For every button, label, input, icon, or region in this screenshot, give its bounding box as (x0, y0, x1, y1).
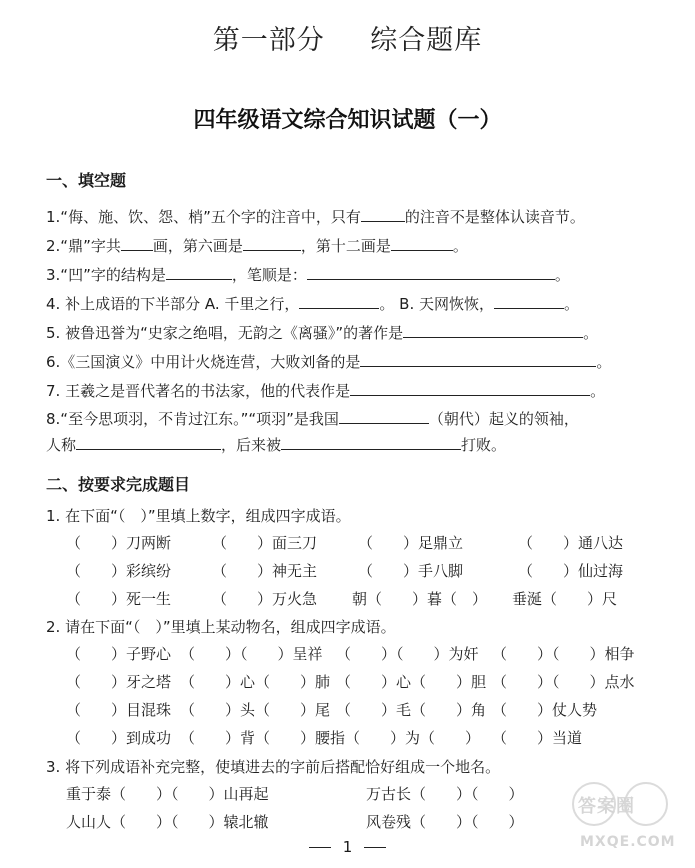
idiom-cell[interactable]: （ ）（ ）呈祥 (180, 645, 323, 663)
idiom-cell[interactable]: （ ）毛（ ）角 (336, 701, 487, 719)
idiom-cell[interactable]: （ ）当道 (492, 729, 583, 747)
question-1-6: 6.《三国演义》中用计火烧连营，大败刘备的是 。 (46, 353, 612, 371)
idiom-cell[interactable]: （ ）（ ）为奸 (336, 645, 479, 663)
idiom-cell[interactable]: （ ）心（ ）肺 (180, 673, 331, 691)
blank[interactable] (350, 380, 590, 396)
idiom-cell[interactable]: （ ）（ ）相争 (492, 645, 635, 663)
question-2-2: 2. 请在下面“（ ）”里填上某动物名，组成四字成语。 (46, 618, 396, 636)
question-1-8: 8.“至今思项羽，不肯过江东。”“项羽”是我国 （朝代）起义的领袖， (46, 410, 579, 428)
idiom-cell[interactable]: （ ）足鼎立 (358, 534, 464, 552)
idiom-cell[interactable]: 垂涎（ ）尺 (512, 590, 618, 608)
idiom-cell[interactable]: （ ）子野心 (66, 645, 172, 663)
page-number: 1 (0, 838, 695, 856)
idiom-cell[interactable]: （ ）万火急 (212, 590, 318, 608)
idiom-cell[interactable]: （ ）面三刀 (212, 534, 318, 552)
section-1-heading: 一、填空题 (46, 171, 127, 190)
footer-dash-right (364, 847, 386, 848)
question-2-1: 1. 在下面“（ ）”里填上数字，组成四字成语。 (46, 507, 351, 525)
idiom-cell[interactable]: （ ）手八脚 (358, 562, 464, 580)
idiom-cell[interactable]: （ ）彩缤纷 (66, 562, 172, 580)
idiom-cell[interactable]: （ ）心（ ）胆 (336, 673, 487, 691)
idiom-cell[interactable]: （ ）通八达 (518, 534, 624, 552)
question-1-5: 5. 被鲁迅誉为“史家之绝唱，无韵之《离骚》”的著作是 。 (46, 324, 599, 342)
bank-label: 综合题库 (370, 25, 483, 56)
document-title: 四年级语文综合知识试题（一） (193, 107, 502, 133)
blank[interactable] (121, 235, 153, 251)
part-header (0, 18, 695, 57)
idiom-cell[interactable]: （ ）牙之塔 (66, 673, 172, 691)
idiom-cell[interactable]: 万古长（ ）（ ） (366, 785, 524, 803)
idiom-cell[interactable]: （ ）背（ ）腰 (180, 729, 331, 747)
idiom-cell[interactable]: （ ）到成功 (66, 729, 172, 747)
blank[interactable] (281, 434, 461, 450)
blank[interactable] (391, 235, 453, 251)
blank[interactable] (361, 206, 405, 222)
question-1-3: 3.“凹”字的结构是 ，笔顺是： 。 (46, 266, 570, 284)
idiom-cell[interactable]: （ ）死一生 (66, 590, 172, 608)
idiom-cell[interactable]: （ ）目混珠 (66, 701, 172, 719)
question-1-2: 2.“鼎”字共 画，第六画是 ，第十二画是 。 (46, 237, 468, 255)
idiom-cell[interactable]: （ ）头（ ）尾 (180, 701, 331, 719)
section-2-heading: 二、按要求完成题目 (46, 475, 191, 494)
idiom-cell[interactable]: 重于泰（ ）（ ）山再起 (66, 785, 269, 803)
blank[interactable] (166, 264, 232, 280)
blank[interactable] (339, 408, 429, 424)
idiom-cell[interactable]: （ ）仙过海 (518, 562, 624, 580)
question-2-3: 3. 将下列成语补充完整，使填进去的字前后搭配恰好组成一个地名。 (46, 758, 501, 776)
idiom-cell[interactable]: 朝（ ）暮（ ） (352, 590, 488, 608)
watermark-text: 答案圈 (578, 796, 635, 817)
blank[interactable] (243, 235, 301, 251)
question-1-8-cont: 人称 ，后来被 打败。 (46, 436, 507, 454)
blank[interactable] (360, 351, 596, 367)
watermark-logo (566, 778, 676, 858)
blank[interactable] (76, 434, 221, 450)
watermark-url: MXQE.COM (580, 834, 676, 850)
question-1-1: 1.“侮、施、饮、怨、梢”五个字的注音中，只有 的注音不是整体认读音节。 (46, 208, 585, 226)
question-1-7: 7. 王羲之是晋代著名的书法家，他的代表作是 。 (46, 382, 606, 400)
blank[interactable] (403, 322, 583, 338)
idiom-cell[interactable]: 风卷残（ ）（ ） (366, 813, 524, 831)
blank[interactable] (299, 293, 379, 309)
idiom-cell[interactable]: 指（ ）为（ ） (330, 729, 481, 747)
blank[interactable] (307, 264, 555, 280)
footer-dash-left (309, 847, 331, 848)
idiom-cell[interactable]: （ ）仗人势 (492, 701, 598, 719)
blank[interactable] (494, 293, 564, 309)
idiom-cell[interactable]: （ ）（ ）点水 (492, 673, 635, 691)
idiom-cell[interactable]: 人山人（ ）（ ）辕北辙 (66, 813, 269, 831)
part-label: 第一部分 (212, 25, 325, 56)
idiom-cell[interactable]: （ ）神无主 (212, 562, 318, 580)
idiom-cell[interactable]: （ ）刀两断 (66, 534, 172, 552)
question-1-4: 4. 补上成语的下半部分 A. 千里之行， 。 B. 天网恢恢， 。 (46, 295, 580, 313)
